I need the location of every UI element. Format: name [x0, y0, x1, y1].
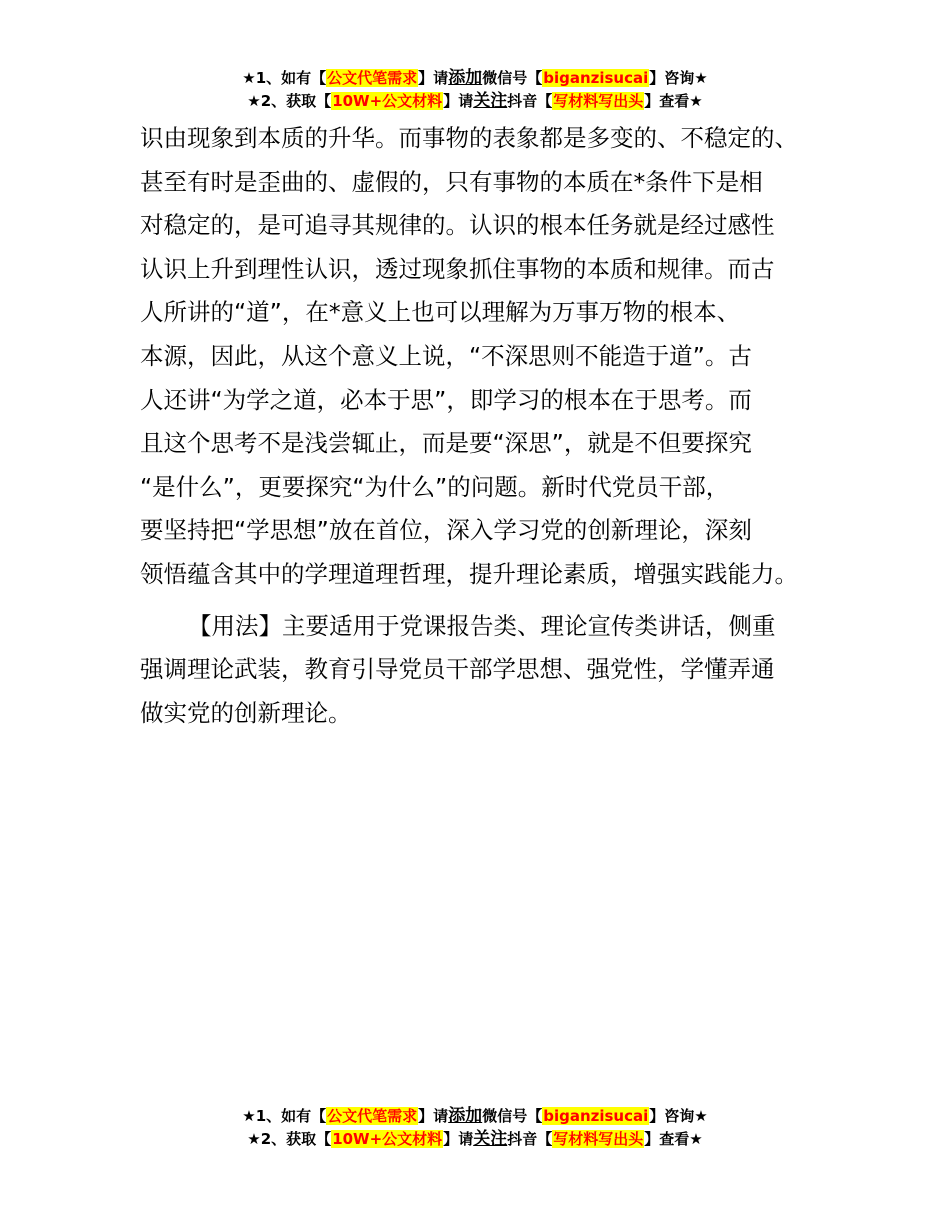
header-banner [0, 67, 950, 113]
text-line: 领悟蕴含其中的学理道理哲理，提升理论素质，增强实践能力。 [140, 559, 798, 588]
text-line: 认识上升到理性认识，透过现象抓住事物的本质和规律。而古 [140, 254, 775, 283]
highlight-douyin: 写材料写出头 [553, 1130, 644, 1148]
highlight-materials: 10W+公文材料 [332, 1130, 443, 1148]
text-line: 甚至有时是歪曲的、虚假的，只有事物的本质在*条件下是相 [140, 167, 763, 196]
text-line: 识由现象到本质的升华。而事物的表象都是多变的、不稳定的、 [140, 124, 798, 152]
highlight-douyin: 写材料写出头 [553, 92, 644, 110]
text-line: 要坚持把“学思想”放在首位，深入学习党的创新理论，深刻 [140, 516, 752, 545]
text-line: 强调理论武装，教育引导党员干部学思想、强党性，学懂弄通 [140, 655, 775, 684]
footer-line-1: ★1、如有【公文代笔需求】请添加微信号【biganzisucai】咨询★ [242, 1106, 708, 1126]
header-line-2: ★2、获取【10W+公文材料】请关注抖音【写材料写出头】查看★ [247, 91, 703, 111]
text-line: 本源，因此，从这个意义上说，“不深思则不能造于道”。古 [140, 341, 752, 370]
body-paragraph [140, 117, 830, 597]
text-line: 对稳定的，是可追寻其规律的。认识的根本任务就是经过感性 [140, 211, 775, 240]
text-line: “是什么”，更要探究“为什么”的问题。新时代党员干部， [140, 472, 730, 501]
highlight-wechat-id: biganzisucai [543, 69, 649, 87]
document-body [140, 117, 830, 735]
header-line-1: ★1、如有【公文代笔需求】请添加微信号【biganzisucai】咨询★ [242, 68, 708, 88]
footer-banner [0, 1105, 950, 1151]
text-line: 人还讲“为学之道，必本于思”，即学习的根本在于思考。而 [140, 385, 752, 414]
highlight-service: 公文代笔需求 [327, 1107, 418, 1125]
highlight-wechat-id: biganzisucai [543, 1107, 649, 1125]
text-line: 人所讲的“道”，在*意义上也可以理解为万事万物的根本、 [140, 298, 741, 327]
text-line: 做实党的创新理论。 [140, 698, 352, 727]
text-line: 【用法】主要适用于党课报告类、理论宣传类讲话，侧重 [188, 611, 776, 640]
highlight-materials: 10W+公文材料 [332, 92, 443, 110]
usage-paragraph [140, 605, 830, 736]
text-line: 且这个思考不是浅尝辄止，而是要“深思”，就是不但要探究 [140, 429, 752, 458]
highlight-service: 公文代笔需求 [327, 69, 418, 87]
footer-line-2: ★2、获取【10W+公文材料】请关注抖音【写材料写出头】查看★ [247, 1129, 703, 1149]
